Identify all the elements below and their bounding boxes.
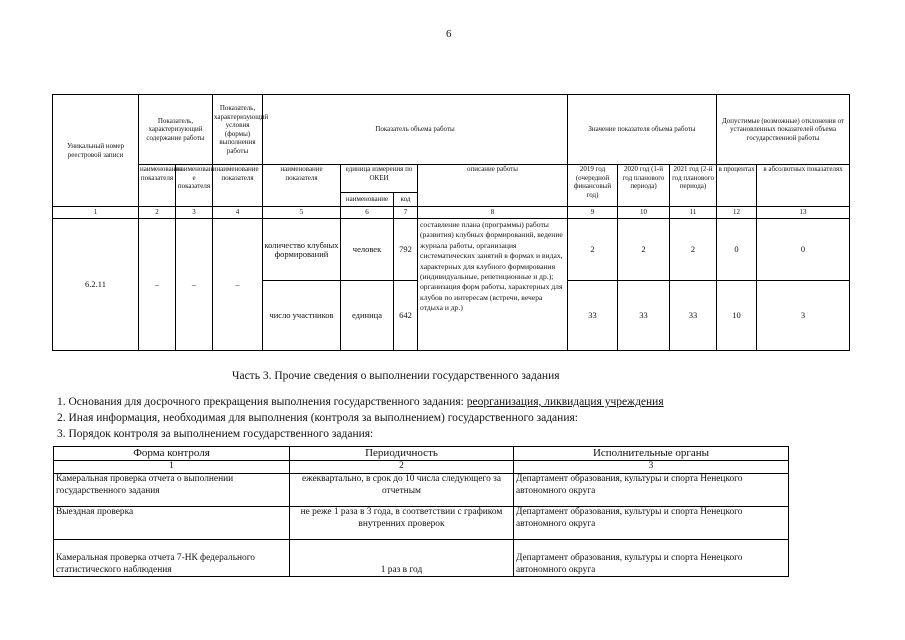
table-row (54, 540, 789, 577)
row-value-2020: 33 (618, 281, 670, 351)
header-name-indicator-3: наименование показателя (213, 165, 263, 207)
control-period: не реже 1 раза в 3 года, в соответствии с графиком внутренних проверок (290, 507, 514, 540)
page-number: 6 (446, 28, 452, 40)
header-name-indicator-2: наименовани е показателя (176, 165, 213, 207)
control-body: Департамент образования, культуры и спорта Ненецкого автономного округа (514, 474, 789, 507)
row-value-2021: 2 (670, 219, 717, 281)
row-value-2019: 2 (568, 219, 618, 281)
column-number: 10 (618, 207, 670, 219)
header-work-description: описание работы (418, 165, 568, 207)
work-volume-table (52, 94, 850, 351)
row-code: 792 (394, 219, 418, 281)
table-row (54, 507, 789, 540)
part3-title: Часть 3. Прочие сведения о выполнении государственного задания (232, 370, 560, 382)
header-okei-unit: единица измерения по ОКЕИ (341, 165, 418, 193)
header-volume-values: Значение показателя объема работы (568, 95, 717, 165)
column-number: 2 (139, 207, 176, 219)
column-number: 3 (514, 461, 789, 474)
header-okei-code: код (394, 193, 418, 207)
row-code: 642 (394, 281, 418, 351)
header-content-indicator: Показатель, характеризующий содержание работы (139, 95, 213, 165)
row-value-2019: 33 (568, 281, 618, 351)
column-number: 13 (757, 207, 850, 219)
header-year-2021: 2021 год (2-й год планового периода) (670, 165, 717, 207)
row-unit: человек (341, 219, 394, 281)
column-number: 4 (213, 207, 263, 219)
column-number: 8 (418, 207, 568, 219)
control-body: Департамент образования, культуры и спорта Ненецкого автономного округа (514, 507, 789, 540)
row-deviation-absolute: 0 (757, 219, 850, 281)
table-row (53, 219, 850, 281)
header-conditions-indicator: Показатель, характеризующий условия (формы) выполнения работы (213, 95, 263, 165)
control-body: Департамент образования, культуры и спорта Ненецкого автономного округа (514, 540, 789, 577)
column-number: 6 (341, 207, 394, 219)
header-executive-bodies: Исполнительные органы (514, 447, 789, 461)
row-deviation-absolute: 3 (757, 281, 850, 351)
column-number: 3 (176, 207, 213, 219)
column-number: 1 (54, 461, 290, 474)
column-number: 5 (263, 207, 341, 219)
row-indicator: количество клубных формирований (263, 219, 341, 281)
column-number: 1 (53, 207, 139, 219)
header-volume-indicator: Показатель объема работы (263, 95, 568, 165)
control-form: Выездная проверка (54, 507, 290, 540)
header-name-indicator-1: наименование показателя (139, 165, 176, 207)
table-row (54, 474, 789, 507)
header-in-percent: в процентах (717, 165, 757, 207)
header-in-absolute: в абсолютных показателях (757, 165, 850, 207)
control-form: Камеральная проверка отчета 7-НК федерального статистического наблюдения (54, 540, 290, 577)
header-periodicity: Периодичность (290, 447, 514, 461)
row-value-2021: 33 (670, 281, 717, 351)
item-1-value: реорганизация, ликвидация учреждения (466, 396, 664, 408)
column-number: 7 (394, 207, 418, 219)
row-deviation-percent: 0 (717, 219, 757, 281)
work-description: составление плана (программы) работы (развития) клубных формирований, ведение журнала работы, организация систематических занятий в формах и видах, характерных для клубного формирования (индивидуальные, репетиционные и др.); организация форм работы, характерных для клубов по интересам (встречи, вечера отдыха и др.) (418, 219, 568, 351)
control-table (53, 446, 789, 577)
row-indicator: число участников (263, 281, 341, 351)
dash-cell: – (213, 219, 263, 351)
column-number: 11 (670, 207, 717, 219)
column-number: 9 (568, 207, 618, 219)
header-year-2019: 2019 год (очередной финансовый год) (568, 165, 618, 207)
column-number: 2 (290, 461, 514, 474)
control-period: ежеквартально, в срок до 10 числа следующего за отчетным (290, 474, 514, 507)
item-1-label: 1. Основания для досрочного прекращения выполнения государственного задания: (57, 396, 467, 408)
header-year-2020: 2020 год (1-й год планового периода) (618, 165, 670, 207)
row-value-2020: 2 (618, 219, 670, 281)
dash-cell: – (176, 219, 213, 351)
header-deviations: Допустимые (возможные) отклонения от установленных показателей объема государственной работы (717, 95, 850, 165)
header-okei-name: наименование (341, 193, 394, 207)
dash-cell: – (139, 219, 176, 351)
control-period: 1 раз в год (290, 540, 514, 577)
item-2: 2. Иная информация, необходимая для выполнения (контроля за выполнением) государственного задания: (57, 412, 578, 424)
registry-number: 6.2.11 (53, 219, 139, 351)
item-1 (57, 396, 664, 408)
header-control-form: Форма контроля (54, 447, 290, 461)
item-3: 3. Порядок контроля за выполнением государственного задания: (57, 428, 374, 440)
control-form: Камеральная проверка отчета о выполнении государственного задания (54, 474, 290, 507)
header-name-indicator-4: наименование показателя (263, 165, 341, 207)
header-unique-number: Уникальный номер реестровой записи (53, 95, 139, 207)
column-number: 12 (717, 207, 757, 219)
row-unit: единица (341, 281, 394, 351)
row-deviation-percent: 10 (717, 281, 757, 351)
